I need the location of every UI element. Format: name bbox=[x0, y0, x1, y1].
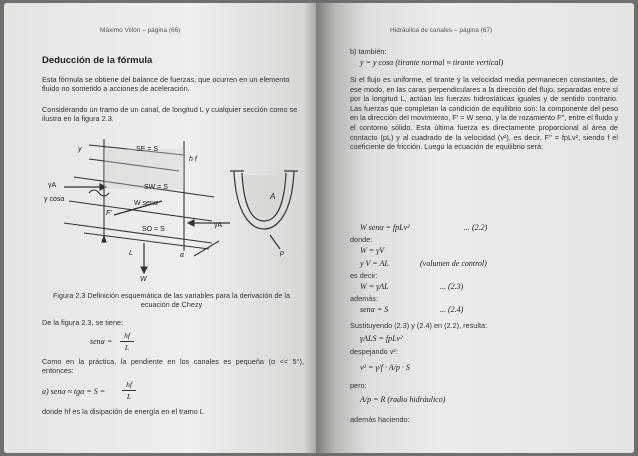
ademas-haciendo-text: además haciendo: bbox=[350, 415, 410, 424]
figure-caption: Figura 2.3 Definición esquemática de las variables para la derivación de la ecuación de Chezy bbox=[53, 291, 290, 309]
wsen-label: W senα bbox=[134, 200, 158, 207]
volume-equation: y V = AL bbox=[360, 259, 389, 268]
sw-label: SW = S bbox=[144, 184, 168, 191]
equation-2-2-number: ... (2.2) bbox=[464, 223, 488, 232]
slope-equation-fraction bbox=[122, 380, 136, 401]
equation-2-3: W = γAL bbox=[360, 282, 389, 291]
volume-note: (volumen de control) bbox=[420, 259, 487, 268]
practice-paragraph: Como en la práctica, la pendiente en los canales es pequeña (α << 5°), entonces: bbox=[42, 357, 304, 376]
left-page bbox=[4, 3, 316, 453]
equation-2-4: senα = S bbox=[360, 305, 389, 314]
es-decir-label: es decir: bbox=[350, 271, 378, 280]
pero-label: pero: bbox=[350, 381, 367, 390]
despejando-text: despejando v²: bbox=[350, 347, 398, 356]
right-page bbox=[316, 3, 634, 453]
sf-label: SE = S bbox=[136, 146, 158, 153]
hf-definition: donde hf es la disipación de energía en el tramo L bbox=[42, 407, 204, 416]
fprime-label: F' bbox=[106, 210, 112, 217]
substitution-text: Sustituyendo (2.3) y (2.4) en (2.2), resulta: bbox=[350, 321, 488, 330]
alpha-label: α bbox=[180, 252, 184, 259]
gamma-a-right-label: γA bbox=[214, 222, 223, 229]
sen-numerator: hf bbox=[124, 331, 130, 340]
equation-2-3-number: ... (2.3) bbox=[440, 282, 464, 291]
gamma-a-left-label: γA bbox=[48, 182, 57, 189]
depth-equation: y = y cosα (tirante normal ≈ tirante vertical) bbox=[360, 58, 504, 67]
donde-label: donde: bbox=[350, 235, 373, 244]
ademas-label: además: bbox=[350, 294, 378, 303]
flow-region bbox=[104, 149, 184, 189]
hydraulic-radius-equation: A/p = R (radio hidráulico) bbox=[360, 395, 446, 404]
tambien-label: b) también: bbox=[350, 47, 387, 56]
book-spread bbox=[4, 3, 634, 453]
ycos-label: y cosα bbox=[44, 196, 65, 203]
length-label: L bbox=[129, 250, 133, 257]
right-page-header: Hidráulica de canales – página (67) bbox=[390, 27, 493, 34]
so-label: SO = S bbox=[142, 226, 165, 233]
channel-paragraph: Considerando un tramo de un canal, de longitud L y cualquier sección como se ilustra en la figura 2.3. bbox=[42, 105, 298, 124]
area-label: A bbox=[270, 192, 276, 201]
equation-2-4-number: ... (2.4) bbox=[440, 305, 464, 314]
from-figure-text: De la figura 2.3, se tiene: bbox=[42, 318, 124, 327]
left-page-header: Máximo Villón – página (66) bbox=[100, 27, 181, 34]
perimeter-label: p bbox=[280, 250, 284, 257]
combined-equation: γALS = fpLv² bbox=[360, 334, 403, 343]
slope-denominator: L bbox=[126, 392, 132, 401]
slope-equation-lhs: a) senα ≈ tgα = S = bbox=[42, 387, 106, 396]
equation-2-2: W senα = fpLv² bbox=[360, 223, 410, 232]
hf-label: h f bbox=[189, 156, 197, 163]
section-title: Deducción de la fórmula bbox=[42, 55, 153, 66]
y-label: y bbox=[78, 146, 82, 153]
sen-equation-lhs: senα = bbox=[90, 337, 113, 346]
sen-denominator: L bbox=[124, 343, 130, 352]
chezy-figure bbox=[44, 131, 299, 281]
weight-equation: W = γV bbox=[360, 246, 385, 255]
uniform-flow-paragraph: Si el flujo es uniforme, el tirante y la velocidad media permanecen constantes, de ese modo, en las caras perpendiculares a la dirección del flujo, separadas entre sí por la longitud L, actúan las fuerzas hidrostáticas iguales y de sentido contrario. Las fuerzas que completan la condición de equilibrio son: la componente del peso en la dirección del movimiento, F' = W senα, y la de rozamiento F'', entre el fluido y el contorno sólido. Esta última fuerza es directamente proporcional al área de contacto (pL) y al cuadrado de la velocidad (v²), es decir, F'' = fpLv², siendo f el coeficiente de fricción. Luego la ecuación de equilibrio será: bbox=[350, 75, 618, 152]
slope-numerator: hf bbox=[126, 380, 132, 389]
sen-equation-fraction bbox=[120, 331, 134, 352]
intro-paragraph: Esta fórmula se obtiene del balance de fuerzas, que ocurren en un elemento fluido no sometido a acciones de aceleración. bbox=[42, 75, 290, 94]
weight-label: W bbox=[140, 276, 147, 281]
velocity-equation: v² = γ/f · A/p · S bbox=[360, 363, 410, 372]
